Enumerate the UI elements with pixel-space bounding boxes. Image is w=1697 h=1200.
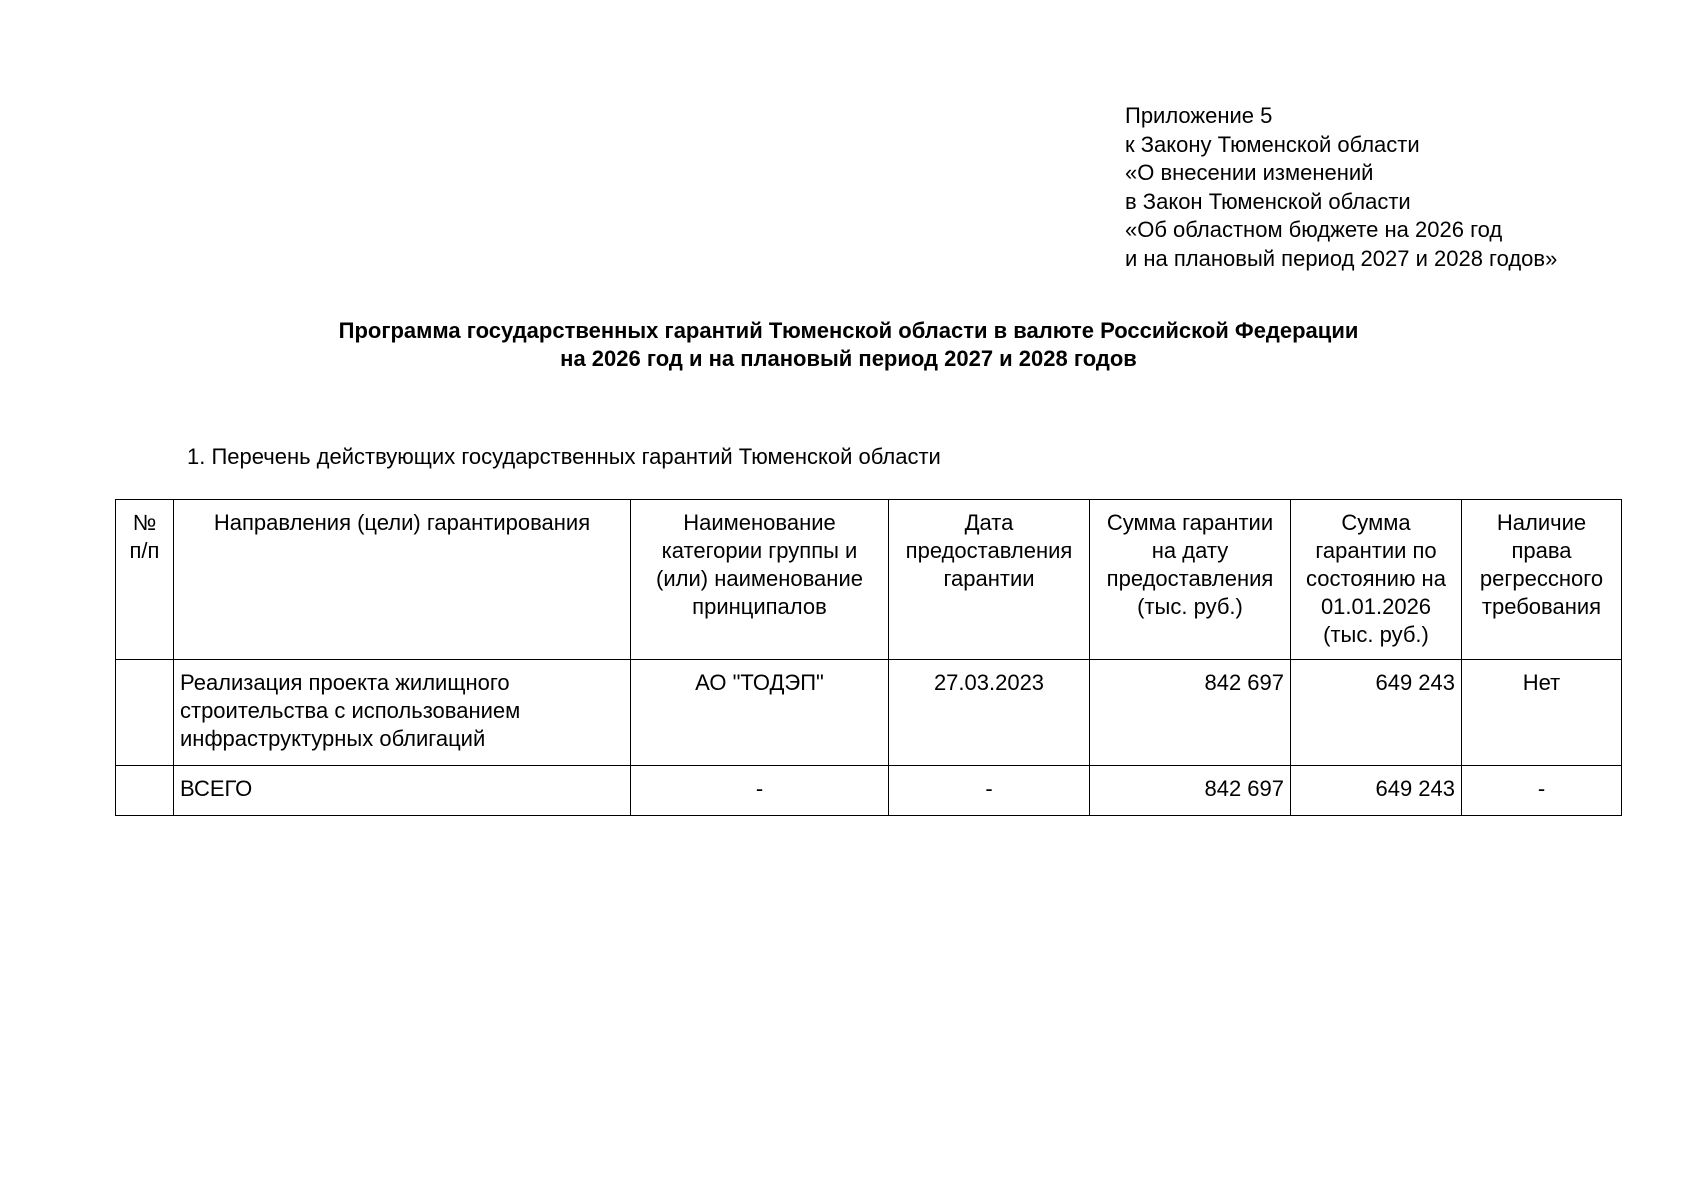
total-category: - xyxy=(631,766,889,816)
total-recourse: - xyxy=(1462,766,1622,816)
document-title xyxy=(0,317,1697,373)
cell-sum-at-date: 842 697 xyxy=(1090,660,1291,766)
appendix-line: и на плановый период 2027 и 2028 годов» xyxy=(1125,245,1558,271)
appendix-block xyxy=(1125,102,1557,273)
table-row xyxy=(116,660,1622,766)
cell-direction: Реализация проекта жилищного строительства с использованием инфраструктурных облигаций xyxy=(174,660,631,766)
section-heading: 1. Перечень действующих государственных гарантий Тюменской области xyxy=(187,444,941,469)
appendix-line: «Об областном бюджете на 2026 год xyxy=(1125,217,1503,242)
total-num xyxy=(116,766,174,816)
cell-date: 27.03.2023 xyxy=(889,660,1090,766)
table-header-row xyxy=(116,500,1622,660)
total-label: ВСЕГО xyxy=(174,766,631,816)
header-recourse: Наличие права регрессного требования xyxy=(1462,500,1622,660)
total-date: - xyxy=(889,766,1090,816)
cell-recourse: Нет xyxy=(1462,660,1622,766)
header-direction: Направления (цели) гарантирования xyxy=(174,500,631,660)
appendix-line: к Закону Тюменской области xyxy=(1125,131,1420,157)
document-title-line-1: Программа государственных гарантий Тюменской области в валюте Российской Федерации xyxy=(338,318,1359,343)
appendix-line: в Закон Тюменской области xyxy=(1125,188,1411,214)
cell-category: АО "ТОДЭП" xyxy=(631,660,889,766)
appendix-line: Приложение 5 xyxy=(1125,103,1273,128)
header-category: Наименование категории группы и (или) наименование принципалов xyxy=(631,500,889,660)
header-sum-at-date: Сумма гарантии на дату предоставления (тыс. руб.) xyxy=(1090,500,1291,660)
table-total-row xyxy=(116,766,1622,816)
header-num: № п/п xyxy=(116,500,174,660)
guarantees-table xyxy=(115,499,1622,816)
total-sum-as-of: 649 243 xyxy=(1291,766,1462,816)
header-sum-as-of: Сумма гарантии по состоянию на 01.01.2026 (тыс. руб.) xyxy=(1291,500,1462,660)
cell-sum-as-of: 649 243 xyxy=(1291,660,1462,766)
header-date: Дата предоставления гарантии xyxy=(889,500,1090,660)
cell-num xyxy=(116,660,174,766)
document-title-line-2: на 2026 год и на плановый период 2027 и 2028 годов xyxy=(560,346,1137,371)
total-sum-at-date: 842 697 xyxy=(1090,766,1291,816)
appendix-line: «О внесении изменений xyxy=(1125,160,1374,185)
